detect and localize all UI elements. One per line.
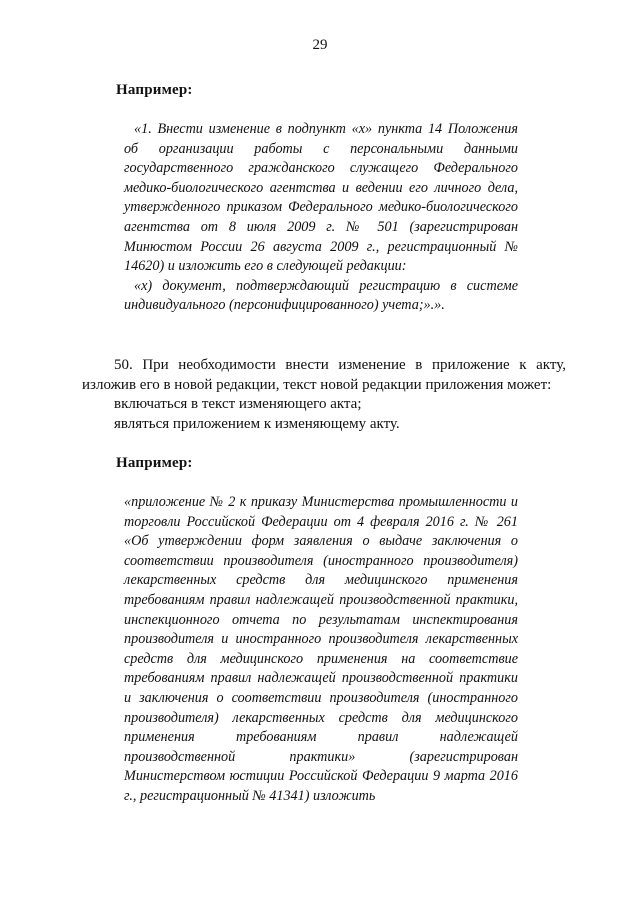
item-50: [82, 356, 566, 434]
example-heading: Например:: [116, 455, 193, 471]
item-50-option: являться приложением к изменяющему акту.: [114, 415, 400, 432]
example-quote-2: [124, 493, 518, 807]
example-quote-1: [124, 120, 518, 316]
example-heading: Например:: [116, 82, 193, 98]
item-50-text: 50. При необходимости внести изменение в приложение к акту, изложив его в новой редакции, текст новой редакции приложения может:: [82, 357, 566, 393]
quote-paragraph: «приложение № 2 к приказу Министерства промышленности и торговли Российской Федерации от 4 февраля 2016 г. № 261 «Об утверждении форм заявления о выдаче заключения о соответствии производителя (иностранного производителя) лекарственных средств для медицинского применения требованиям правил надлежащей производственной практики, инспекционного отчета по результатам инспектирования производителя и иностранного производителя лекарственных средств для медицинского применения на соответствие требованиям правил надлежащей производственной практики и заключения о соответствии производителя (иностранного производителя) лекарственных средств для медицинского применения требованиям правил надлежащей производственной практики» (зарегистрирован Министерством юстиции Российской Федерации 9 марта 2016 г., регистрационный № 41341) изложить: [124, 494, 518, 804]
page-number: 29: [312, 37, 328, 53]
quote-paragraph: «х) документ, подтверждающий регистрацию в системе индивидуального (персонифицированного) учета;».».: [124, 277, 518, 314]
quote-paragraph: «1. Внести изменение в подпункт «х» пункта 14 Положения об организации работы с персональными данными государственного гражданского служащего Федерального медико-биологического агентства и ведении его личного дела, утвержденного приказом Федерального медико-биологического агентства от 8 июля 2009 г. № 501 (зарегистрирован Минюстом России 26 августа 2009 г., регистрационный № 14620) и изложить его в следующей редакции:: [124, 121, 518, 275]
item-50-option: включаться в текст изменяющего акта;: [114, 396, 362, 413]
